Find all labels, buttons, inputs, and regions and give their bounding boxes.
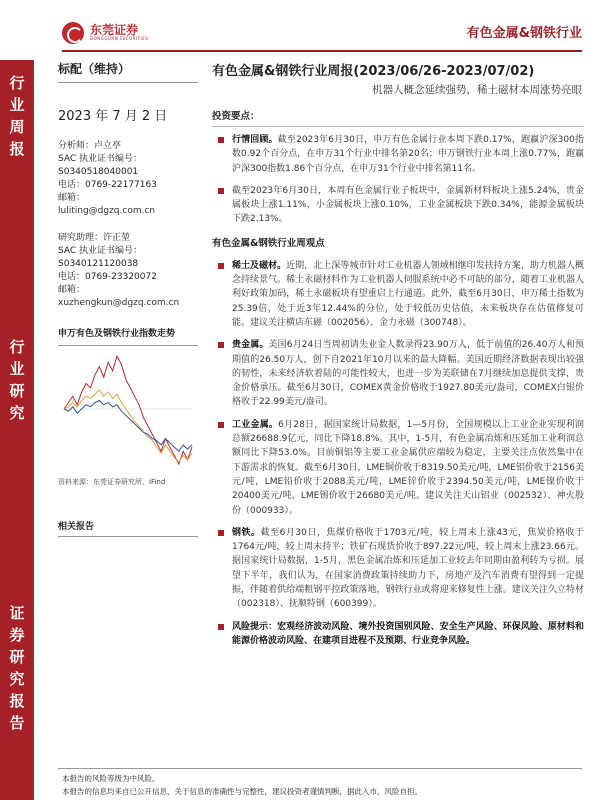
analyst-email[interactable]: luliting@dgzq.com.cn [58,206,156,216]
bullet-icon [218,422,224,428]
side-bar [0,60,34,800]
assistant-email[interactable]: xuzhengkun@dgzq.com.cn [58,298,180,308]
para-head: 行情回顾。 [232,135,278,145]
para-body: 近期，北上深等城市针对工业机器人领域相继印发扶持方案，助力机器人概念持续景气。稀土永磁材料作为工业机器人伺服系统中必不可缺的部分，随着工业机器人利好政策加码，稀土永磁板块有望重启上行通道。此外，截至6月30日，申万稀土指数为25.39倍，处于近3年12.44%的分位，处于较低历史估值，未来板块存在估值修复可能。建议关注横店东磁（002056）、金力永磁（300748）。 [232,260,584,328]
bullet-icon [218,342,224,348]
assistant-cert: S0340121120038 [58,259,139,269]
assistant-email-label: 邮箱： [58,285,86,295]
report-subtitle: 机器人概念延续强势，稀土磁材本周涨势亮眼 [372,84,582,96]
index-chart [58,345,198,473]
header-divider [62,50,582,52]
paragraph-rare-earth [212,259,584,330]
side-label-report: 证 券 研 究 报 告 [9,604,25,732]
brand-logo [62,22,148,44]
bullet-icon [218,624,224,630]
analyst-info [58,140,198,218]
para-body: 6月28日，据国家统计局数据，1—5月份，全国规模以上工业企业实现利润总额26688.9亿元，同比下降18.8%。其中，1-5月，有色金属冶炼和压延加工业利润总额同比下降53.0%。目前铜铝等主要工业金属供应端较为稳定，主要关注点依然集中在下游需求的恢复。截至6月30日，LME铜价收于8319.50美元/吨，LME铝价收于2156美元/吨，LME铅价收于2088美元/吨，LME锌价收于2394.50美元/吨，LME镍价收于20400美元/吨，LME锡价收于26680美元/吨。建议关注天山铝业（002532）、神火股份（000933）。 [232,419,584,516]
side-label-research: 行 业 研 究 [9,338,25,422]
para-body: 宏观经济波动风险、境外投资国别风险、安全生产风险、环保风险、原材料和能源价格波动风险、在建项目进程不及预期、行业竞争风险。 [232,621,584,646]
page-header [0,0,600,48]
rating-divider [58,82,198,83]
para-head: 钢铁。 [232,527,261,538]
invest-points-title: 投资要点： [212,108,584,127]
para-body: 截至2023年6月30日，申万有色金属行业本周下跌0.17%，跑赢沪深300指数0.92个百分点，在申万31个行业中排名第20名；申万钢铁行业本周上涨0.77%，跑赢沪深300指数1.86个百分点，在申万31个行业中排名第11名。 [232,135,584,174]
bullet-icon [218,263,224,269]
assistant-name: 研究助理：许正堃 [58,233,131,243]
analyst-phone: 电话：0769-22177163 [58,180,157,190]
para-body: 美国6月24日当周初请失业金人数录得23.90万人，低于前值的26.40万人和预期值的26.50万人，创下自2021年10月以来的最大降幅。美国近期经济数据表现出较强的韧性，未来经济软着陆的可能性较大，也进一步为美联储在7月继续加息提供支撑，贵金价格承压。截至6月30日，COMEX黄金价格收于1927.80美元/盎司，COMEX白银价格收于22.99美元/盎司。 [232,340,584,408]
paragraph-industrial-metals [212,418,584,518]
para-body: 截至2023年6月30日，本周有色金属行业子板块中，金属新材料板块上涨5.24%，贵金属板块上涨1.11%，小金属板块上涨0.10%，工业金属板块下跌0.34%，能源金属板块下跌2.13%。 [232,185,584,225]
assistant-info [58,232,198,310]
para-head: 工业金属。 [232,419,279,430]
chart-title: 申万有色及钢铁行业指数走势 [58,329,176,339]
paragraph-precious-metals [212,338,584,409]
index-chart-svg [58,346,198,474]
analyst-cert: S0340518040001 [58,167,139,177]
related-reports-title: 相关报告 [58,522,95,532]
footer [62,772,422,798]
footer-divider [58,768,582,769]
analyst-name: 分析师：卢立亭 [58,141,122,151]
bullet-icon [218,137,224,143]
assistant-phone: 电话：0769-23320072 [58,272,157,282]
main-content [212,108,584,656]
paragraph-risk [212,620,584,649]
para-head: 贵金属。 [232,340,269,351]
report-title: 有色金属&钢铁行业周报(2023/06/26-2023/07/02) [212,64,535,79]
weekly-view-title: 有色金属&钢铁行业周观点 [212,237,325,249]
industry-label: 有色金属&钢铁行业 [466,26,582,41]
footer-risk-level: 本报告的风险等级为中风险。 [62,774,160,783]
rating: 标配（维持） [58,62,131,76]
para-head: 稀土及磁材。 [232,260,287,271]
left-column [58,60,198,537]
report-date: 2023 年 7 月 2 日 [58,109,168,124]
chart-series-line [64,390,192,462]
para-head: 风险提示： [232,621,278,632]
brand-logo-icon [62,22,84,44]
related-divider [58,536,198,537]
brand-sub: DONGGUAN SECURITIES [90,36,149,41]
brand-name: 东莞证券 [90,23,139,37]
chart-series-line [64,401,192,452]
paragraph-steel [212,526,584,612]
para-body: 截至6月30日，焦煤价格收于1703元/吨，较上周末上涨43元，焦炭价格收于1764元/吨，较上周末持平；铁矿石现货价收于897.22元/吨，较上周末上涨23.66元。据国家统计局数据，1-5月，黑色金属冶炼和压延加工业较去年同期由盈利转为亏损。展望下半年，我们认为，在国家消费政策持续助力下，房地产及汽车消费有望得到一定提振，伴随着供给端粗钢平控政策落地，钢铁行业或将迎来修复性上涨。建议关注久立特材（002318）、抚顺特钢（600399）。 [232,527,584,610]
analyst-cert-label: SAC 执业证书编号： [58,154,143,164]
bullet-icon [218,530,224,536]
assistant-cert-label: SAC 执业证书编号： [58,246,143,256]
chart-series-line [64,356,192,464]
bullet-icon [218,188,224,194]
paragraph-market-review [212,133,584,176]
footer-disclaimer: 本报告的信息均来自已公开信息，关于信息的准确性与完整性，建议投资者谨慎判断，据此入市，风险自担。 [62,787,422,796]
paragraph-sub-sectors [212,184,584,227]
chart-source: 资料来源：东莞证券研究所，iFind [58,478,166,486]
analyst-email-label: 邮箱： [58,193,86,203]
side-label-weekly: 行 业 周 报 [9,74,25,158]
